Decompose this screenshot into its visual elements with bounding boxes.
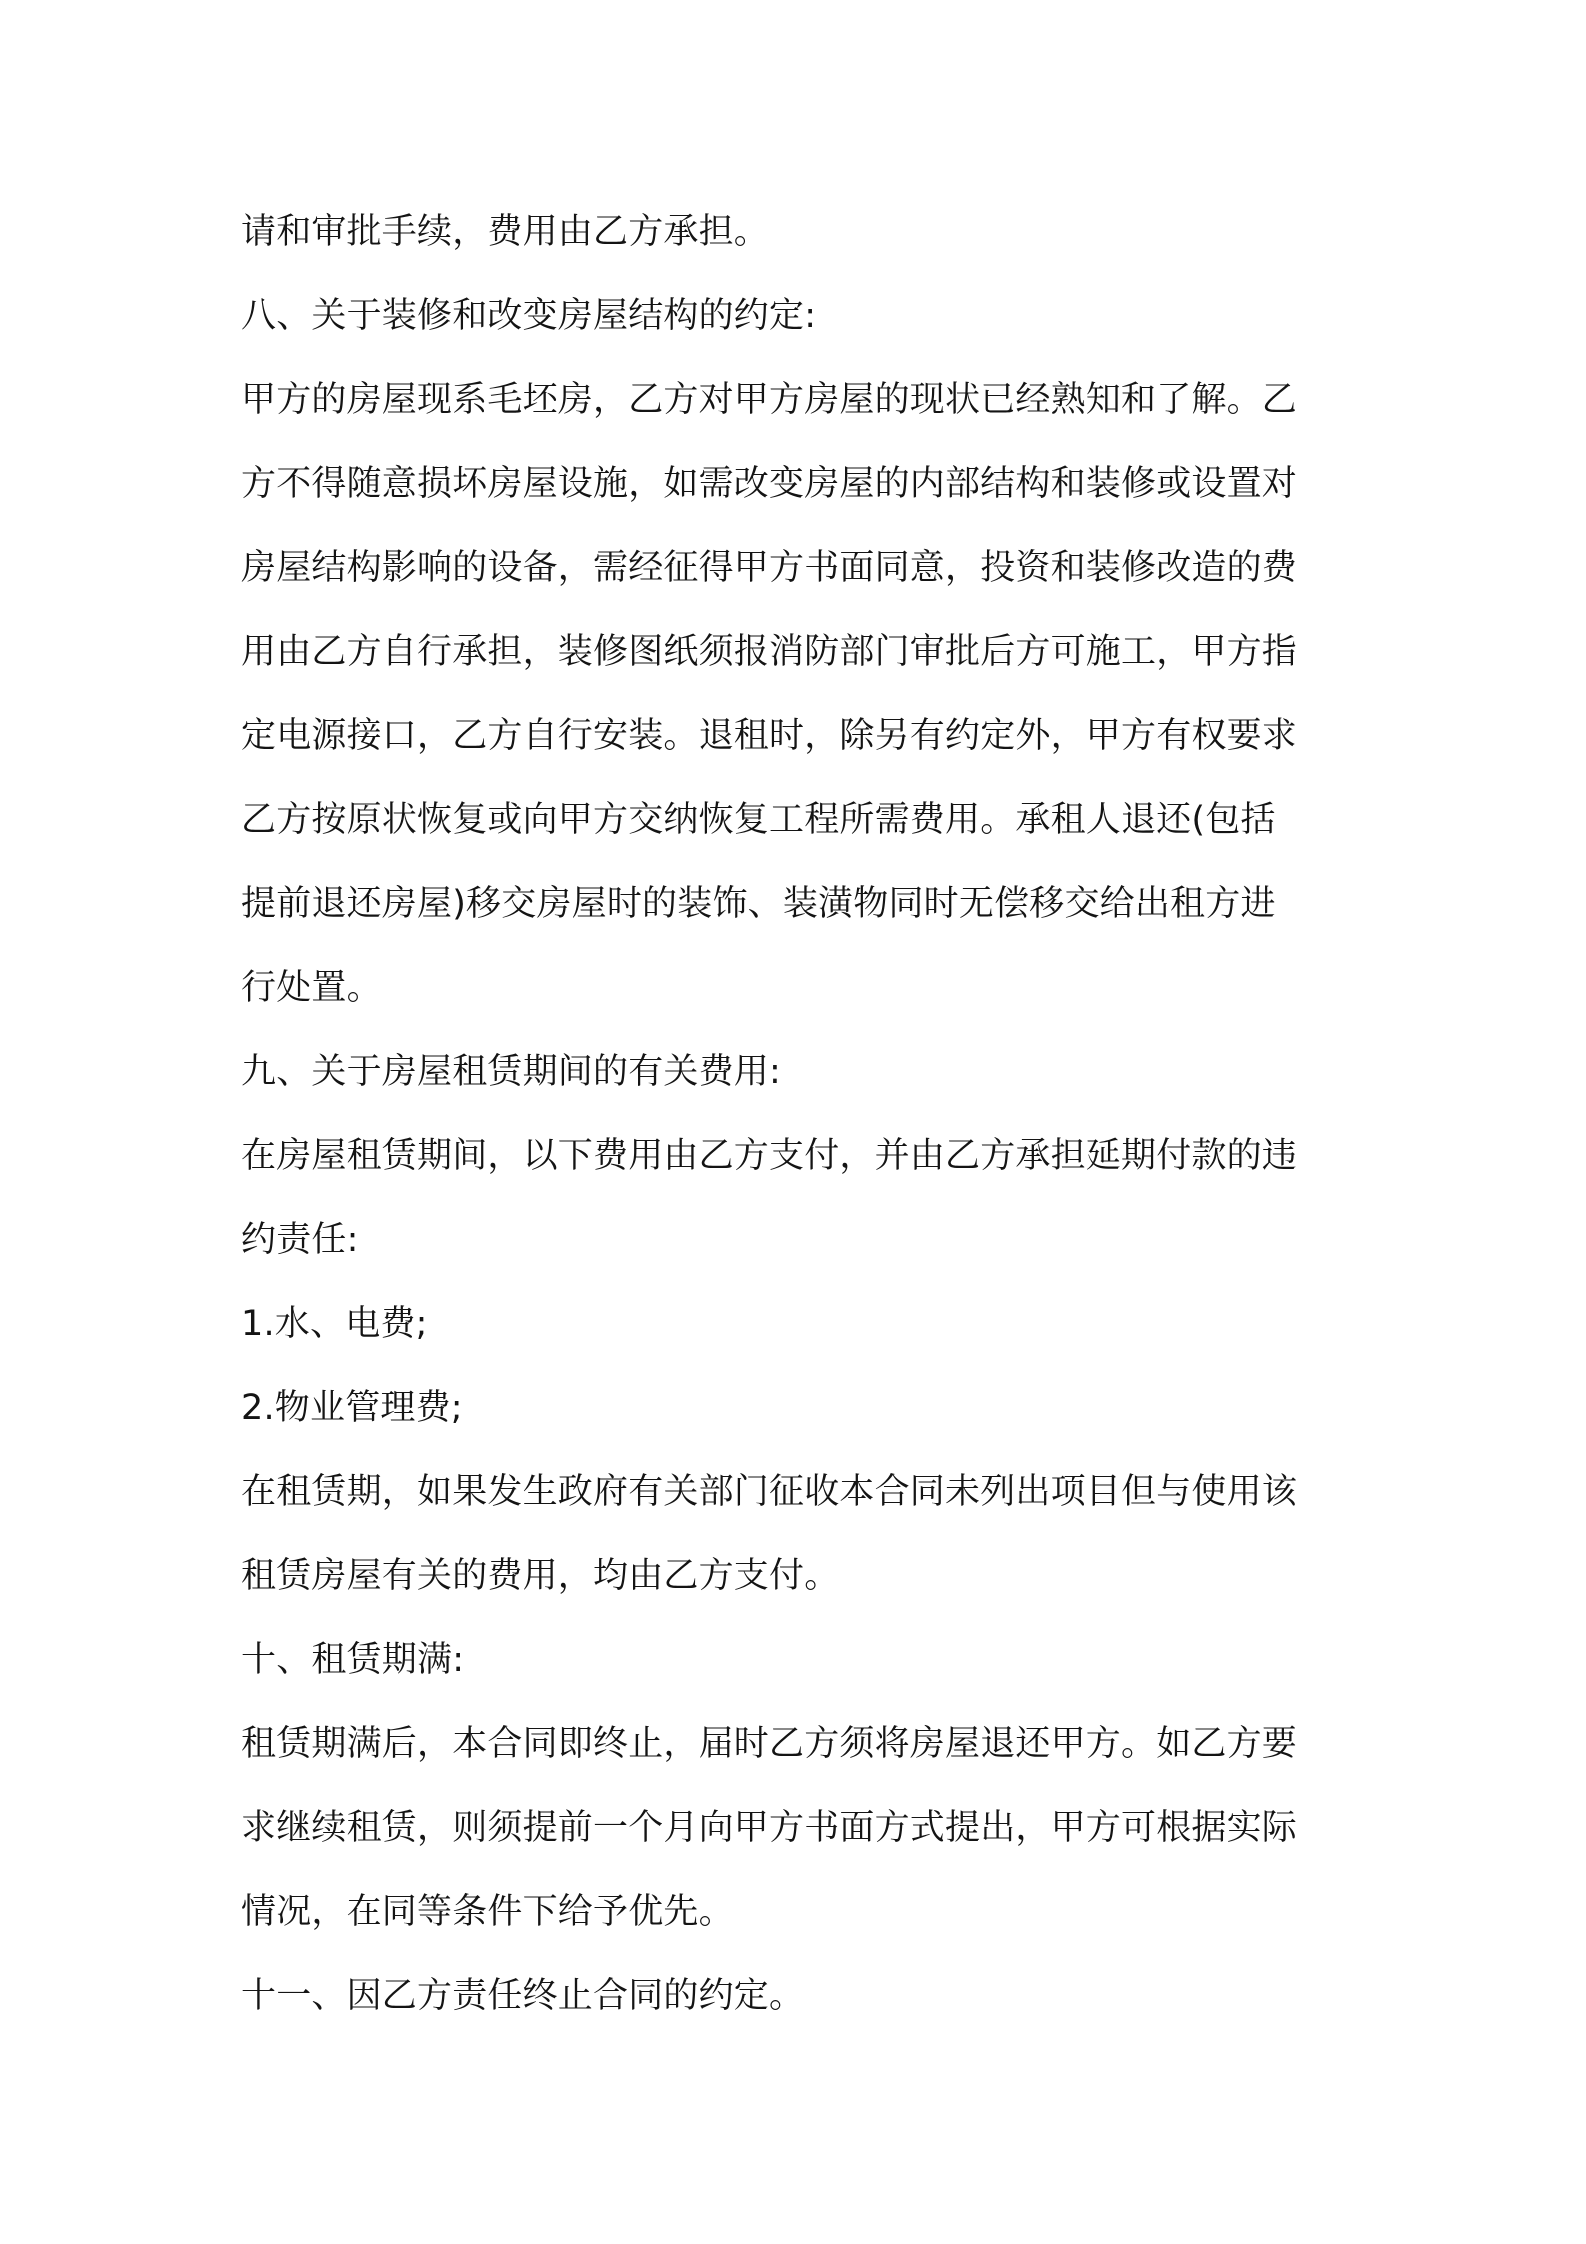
text-line: 方不得随意损坏房屋设施，如需改变房屋的内部结构和装修或设置对	[241, 464, 1298, 504]
text-line: 行处置。	[241, 968, 382, 1008]
section-heading-8: 八、关于装修和改变房屋结构的约定:	[241, 296, 817, 336]
text-line: 租赁房屋有关的费用，均由乙方支付。	[241, 1556, 840, 1596]
contract-text-body	[241, 190, 1361, 2038]
text-line: 情况，在同等条件下给予优先。	[241, 1892, 734, 1932]
text-line: 甲方的房屋现系毛坯房，乙方对甲方房屋的现状已经熟知和了解。乙	[241, 380, 1298, 420]
list-item: 2.物业管理费;	[241, 1388, 463, 1428]
section-heading-11: 十一、因乙方责任终止合同的约定。	[241, 1976, 805, 2016]
text-line: 租赁期满后，本合同即终止，届时乙方须将房屋退还甲方。如乙方要	[241, 1724, 1298, 1764]
text-line: 定电源接口，乙方自行安装。退租时，除另有约定外，甲方有权要求	[241, 716, 1298, 756]
text-line: 房屋结构影响的设备，需经征得甲方书面同意，投资和装修改造的费	[241, 548, 1298, 588]
text-line: 约责任:	[241, 1220, 359, 1260]
text-line: 用由乙方自行承担，装修图纸须报消防部门审批后方可施工，甲方指	[241, 632, 1298, 672]
list-item: 1.水、电费;	[241, 1304, 428, 1344]
text-line: 求继续租赁，则须提前一个月向甲方书面方式提出，甲方可根据实际	[241, 1808, 1298, 1848]
text-line: 在租赁期，如果发生政府有关部门征收本合同未列出项目但与使用该	[241, 1472, 1298, 1512]
text-line: 请和审批手续，费用由乙方承担。	[241, 212, 770, 252]
text-line: 乙方按原状恢复或向甲方交纳恢复工程所需费用。承租人退还(包括	[241, 800, 1276, 840]
text-line: 提前退还房屋)移交房屋时的装饰、装潢物同时无偿移交给出租方进	[241, 884, 1276, 924]
section-heading-10: 十、租赁期满:	[241, 1640, 465, 1680]
text-line: 在房屋租赁期间，以下费用由乙方支付，并由乙方承担延期付款的违	[241, 1136, 1298, 1176]
section-heading-9: 九、关于房屋租赁期间的有关费用:	[241, 1052, 781, 1092]
